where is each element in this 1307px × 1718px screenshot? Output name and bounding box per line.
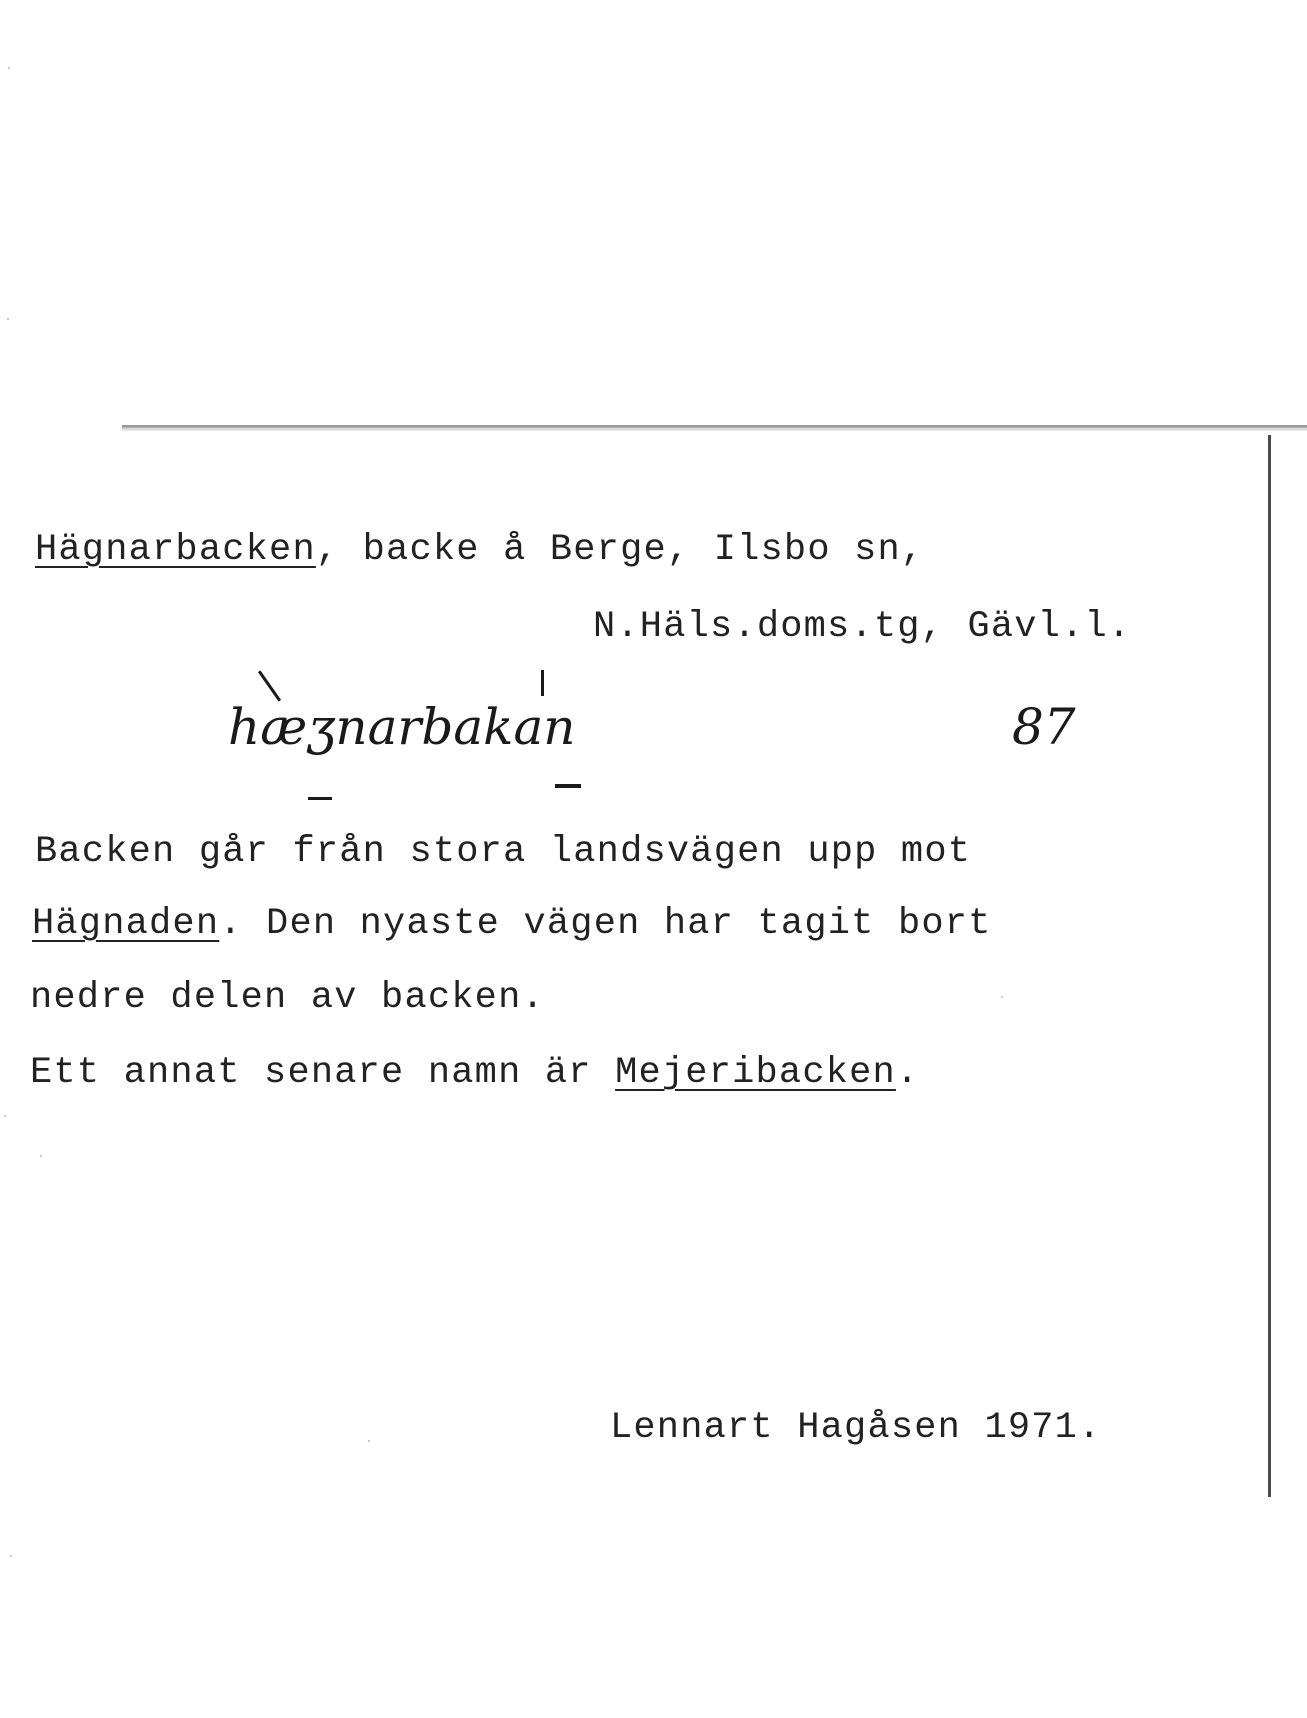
length-mark-1 (308, 797, 332, 800)
location-line: N.Häls.doms.tg, Gävl.l. (593, 606, 1132, 648)
placename-description: , backe å Berge, Ilsbo sn, (315, 529, 925, 571)
body-line-4 (30, 1052, 920, 1094)
body-line-2-text: . Den nyaste vägen har tagit bort (219, 903, 992, 945)
body-line-2 (32, 903, 992, 945)
scan-speck (8, 67, 10, 69)
scan-speck (1001, 996, 1003, 998)
scan-speck (4, 1115, 6, 1117)
body-line-4-period: . (895, 1052, 920, 1094)
body-line-3: nedre delen av backen. (30, 977, 545, 1019)
placename: Hägnarbacken (35, 529, 316, 571)
header-line (35, 529, 925, 571)
body-line-4-text: Ett annat senare namn är (30, 1052, 616, 1094)
pronunciation: hæʒnarbakan (228, 698, 576, 756)
scan-speck (10, 1555, 12, 1557)
stress-mark-secondary (541, 670, 544, 696)
card-top-edge (122, 425, 1307, 431)
scan-speck (368, 1440, 370, 1442)
placename-mejeribacken: Mejeribacken (615, 1052, 896, 1094)
placename-hagnaden: Hägnaden (32, 903, 220, 945)
stress-mark-primary (258, 670, 281, 701)
scan-speck (7, 318, 9, 320)
signature: Lennart Hagåsen 1971. (610, 1407, 1102, 1449)
card-number: 87 (1012, 698, 1076, 756)
card-right-edge (1268, 435, 1271, 1497)
length-mark-2 (555, 784, 581, 788)
body-line-1: Backen går från stora landsvägen upp mot (35, 831, 972, 873)
scan-speck (40, 1155, 42, 1157)
